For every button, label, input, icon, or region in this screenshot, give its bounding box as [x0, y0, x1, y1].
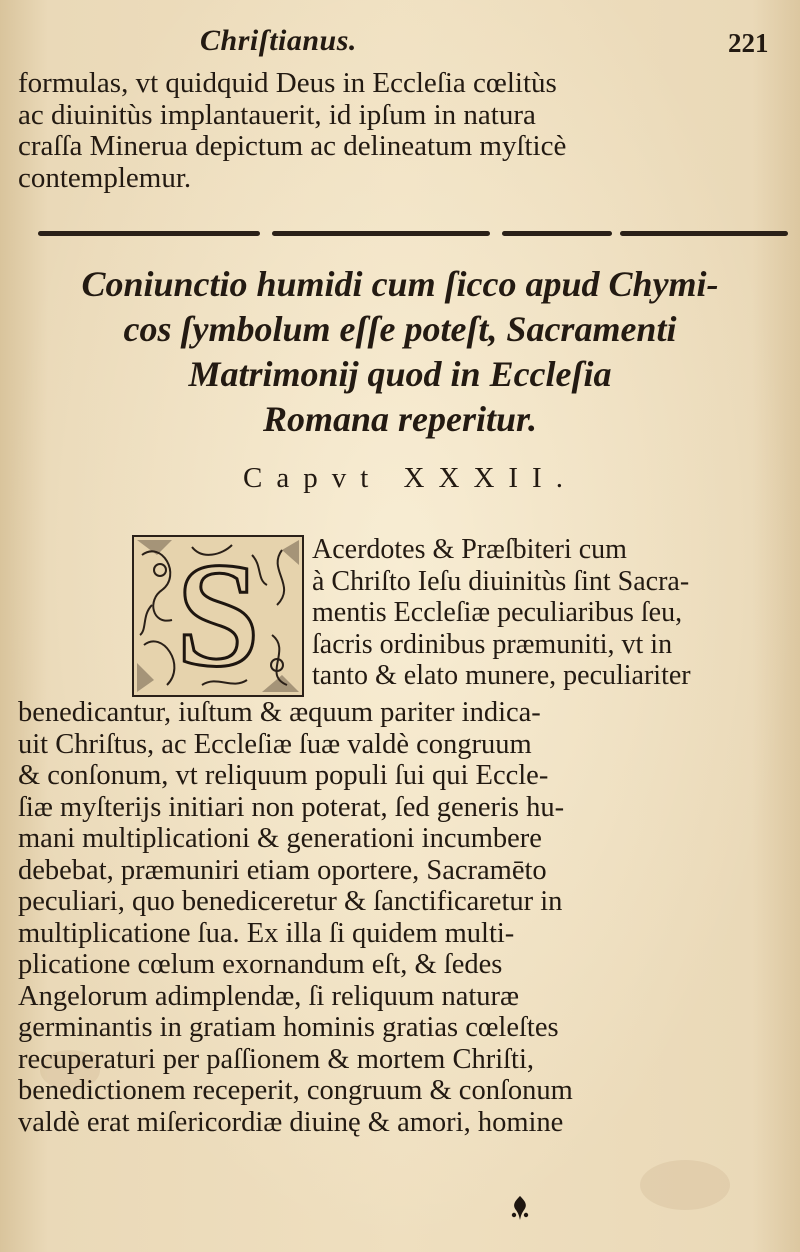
- heading-line: Romana reperitur.: [262, 399, 538, 439]
- divider-rule: [38, 231, 260, 236]
- heading-line: cos ſymbolum eſſe poteſt, Sacramenti: [123, 309, 677, 349]
- text-line: & conſonum, vt reliquum populi ſui qui Eccle-: [18, 760, 549, 791]
- drop-cap: [132, 535, 304, 697]
- heading-line: Matrimonij quod in Eccleſia: [188, 354, 612, 394]
- divider-rule: [620, 231, 788, 236]
- text-line: formulas, vt quidquid Deus in Eccleſia cœlitùs: [18, 67, 557, 99]
- fleuron-icon: [508, 1195, 532, 1221]
- fleuron-shape: [508, 1195, 532, 1221]
- text-line: peculiari, quo benediceretur & ſanctificaretur in: [18, 886, 563, 917]
- text-line: contemplemur.: [18, 161, 192, 194]
- opening-lines: [312, 534, 691, 692]
- text-line: mani multiplicationi & generationi incumbere: [18, 823, 542, 854]
- chapter-label: Capvt XXXII.: [243, 462, 577, 494]
- heading-line: Coniunctio humidi cum ſicco apud Chymi-: [81, 264, 719, 304]
- text-line: germinantis in gratiam hominis gratias cœleſtes: [18, 1012, 559, 1043]
- section-heading: [0, 262, 800, 442]
- text-line: ac diuinitùs implantauerit, id ipſum in natura: [18, 98, 536, 131]
- text-line: debebat, præmuniri etiam oportere, Sacramēto: [18, 854, 547, 886]
- drop-cap-icon: [132, 535, 304, 697]
- text-line: benedicantur, iuſtum & æquum pariter indica-: [18, 697, 541, 728]
- text-line: plicatione cœlum exornandum eſt, & ſedes: [18, 949, 503, 980]
- text-line: benedictionem receperit, congruum & conſonum: [18, 1075, 573, 1106]
- running-head: [0, 14, 800, 64]
- text-line: Angelorum adimplendæ, ſi reliquum naturæ: [18, 980, 520, 1012]
- text-line: à Chriſto Ieſu diuinitùs ſint Sacra-: [312, 565, 690, 597]
- drop-cap-letter: S: [176, 535, 260, 697]
- preceding-paragraph: [18, 68, 566, 194]
- text-line: uit Chriſtus, ac Eccleſiæ ſuæ valdè congruum: [18, 728, 532, 760]
- text-line: mentis Eccleſiæ peculiaribus ſeu,: [312, 597, 683, 628]
- paper-stain: [640, 1160, 730, 1210]
- text-line: valdè erat miſericordiæ diuinę & amori, homine: [18, 1106, 564, 1138]
- text-line: craſſa Minerua depictum ac delineatum myſticè: [18, 130, 567, 163]
- divider-rule: [272, 231, 490, 236]
- section-divider: [20, 228, 790, 240]
- text-line: ſacris ordinibus præmuniti, vt in: [312, 628, 673, 660]
- body-paragraph: [18, 697, 573, 1138]
- running-head-title: Chriſtianus.: [200, 24, 357, 57]
- page-number: 221: [728, 28, 769, 58]
- text-line: recuperaturi per paſſionem & mortem Chriſti,: [18, 1043, 535, 1075]
- text-line: tanto & elato munere, peculiariter: [312, 660, 691, 691]
- divider-rule: [502, 231, 612, 236]
- text-line: multiplicatione ſua. Ex illa ſi quidem multi-: [18, 917, 515, 949]
- text-line: Acerdotes & Præſbiteri cum: [312, 534, 627, 565]
- text-line: ſiæ myſterijs initiari non poterat, ſed generis hu-: [18, 791, 565, 823]
